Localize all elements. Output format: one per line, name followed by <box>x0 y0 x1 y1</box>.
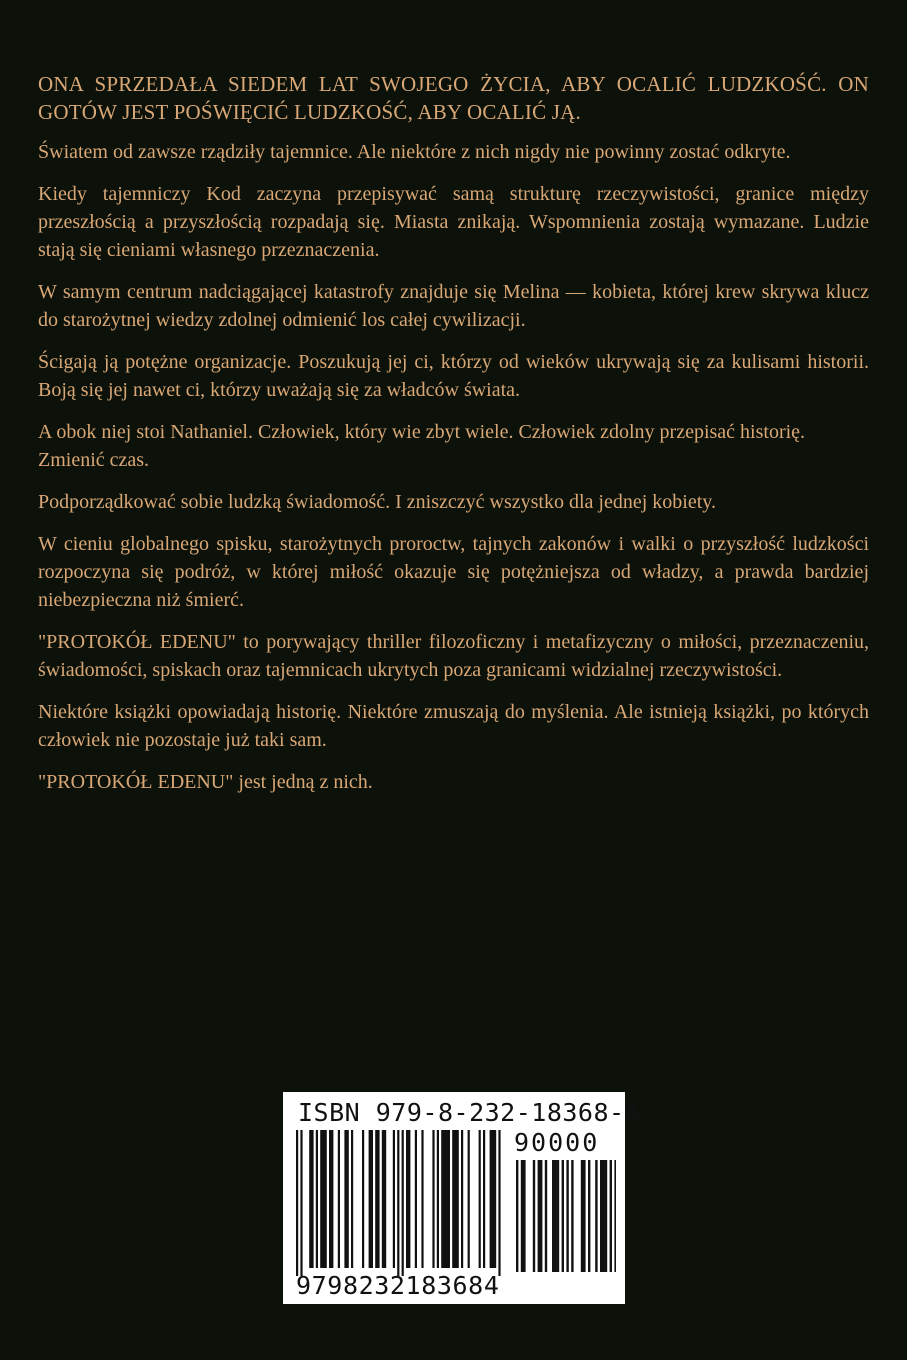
barcode-bar <box>581 1160 586 1272</box>
isbn-barcode-panel <box>283 1092 641 1304</box>
barcode-bar <box>320 1130 327 1268</box>
barcode-bar <box>468 1130 470 1268</box>
barcode-bar <box>415 1130 417 1268</box>
barcode-bar <box>296 1130 298 1276</box>
barcode-bar <box>369 1130 373 1268</box>
barcode-bar <box>344 1130 348 1268</box>
barcode-bar <box>437 1130 439 1268</box>
barcode-bar <box>362 1130 364 1268</box>
barcode-bar <box>461 1130 463 1268</box>
barcode-bar <box>300 1130 302 1276</box>
barcode-bar <box>595 1160 597 1272</box>
barcode-bar <box>490 1130 497 1268</box>
barcode-bar <box>614 1160 616 1272</box>
barcode-bar <box>316 1130 318 1268</box>
barcode-bar <box>521 1160 526 1272</box>
blurb-paragraph-2: Kiedy tajemniczy Kod zaczyna przepisywać samą strukturę rzeczywistości, granice między przeszłością a przyszłością rozpadają się. Miasta znikają. Wspomnienia zostają wymazane. Ludzie stają się cieniami własnego przeznaczenia. <box>38 183 869 261</box>
barcode-bar <box>571 1160 573 1272</box>
blurb-paragraph-3: W samym centrum nadciągającej katastrofy znajduje się Melina — kobieta, której krew skrywa klucz do starożytnej wiedzy zdolnej odmienić los całej cywilizacji. <box>38 281 869 331</box>
barcode-bar <box>421 1130 423 1268</box>
price-addon-barcode <box>516 1160 616 1276</box>
barcode-bar <box>432 1130 434 1268</box>
barcode-bar <box>309 1130 313 1268</box>
headline: ONA SPRZEDAŁA SIEDEM LAT SWOJEGO ŻYCIA, ABY OCALIĆ LUDZKOŚĆ. ON GOTÓW JEST POŚWIĘCIĆ LUDZKOŚĆ, ABY OCALIĆ JĄ. <box>38 72 869 124</box>
barcode-bar <box>566 1160 568 1272</box>
barcode-bar <box>600 1160 607 1272</box>
blurb-paragraph-1: Światem od zawsze rządziły tajemnice. Ale niektóre z nich nigdy nie powinny zostać odkryte. <box>38 141 791 163</box>
barcode-bar <box>483 1130 485 1268</box>
barcode-bar <box>329 1130 333 1268</box>
barcode-bar <box>338 1130 340 1268</box>
barcode-bar <box>441 1130 450 1268</box>
blurb-paragraph-5: A obok niej stoi Nathaniel. Człowiek, który wie zbyt wiele. Człowiek zdolny przepisać historię. Zmienić czas. <box>38 421 806 471</box>
barcode-bar <box>562 1160 564 1272</box>
barcode-bar <box>516 1160 518 1272</box>
barcode-bar <box>382 1130 386 1268</box>
barcode-bar <box>452 1130 459 1268</box>
back-cover-blurb <box>38 70 869 810</box>
barcode-bar <box>552 1160 559 1272</box>
barcode-bar <box>402 1130 404 1276</box>
barcode-bar <box>610 1160 612 1272</box>
barcode-bar <box>498 1130 500 1276</box>
isbn-label: ISBN 979-8-232-18368-4 <box>298 1098 641 1127</box>
barcode-bar <box>406 1130 410 1268</box>
barcode-bar <box>479 1130 481 1268</box>
blurb-paragraph-8: "PROTOKÓŁ EDENU" to porywający thriller filozoficzny i metafizyczny o miłości, przeznaczeniu, świadomości, spiskach oraz tajemnicach ukrytych poza granicami widzialnej rzeczywistości. <box>38 631 869 681</box>
blurb-paragraph-9: Niektóre książki opowiadają historię. Niektóre zmuszają do myślenia. Ale istnieją książki, po których człowiek nie pozostaje już taki sam. <box>38 701 869 751</box>
barcode-bar <box>538 1160 543 1272</box>
barcode-digits: 9798232183684 <box>296 1271 500 1300</box>
barcode-bar <box>545 1160 547 1272</box>
blurb-paragraph-6: Podporządkować sobie ludzką świadomość. I zniszczyć wszystko dla jednej kobiety. <box>38 491 716 513</box>
blurb-paragraph-7: W cieniu globalnego spisku, starożytnych proroctw, tajnych zakonów i walki o przyszłość ludzkości rozpoczyna się podróż, w której miłość okazuje się potężniejsza od władzy, a prawda bardziej niebezpieczna niż śmierć. <box>38 533 869 611</box>
barcode-bar <box>351 1130 353 1268</box>
blurb-paragraph-10: "PROTOKÓŁ EDENU" jest jedną z nich. <box>38 771 373 793</box>
price-code: 90000 <box>514 1128 600 1157</box>
barcode-bar <box>375 1130 379 1268</box>
barcode-bar <box>533 1160 535 1272</box>
blurb-paragraph-4: Ścigają ją potężne organizacje. Poszukują jej ci, którzy od wieków ukrywają się za kulisami historii. Boją się jej nawet ci, którzy uważają się za władców świata. <box>38 351 869 401</box>
barcode-bar <box>397 1130 399 1276</box>
barcode-bar <box>588 1160 590 1272</box>
ean-barcode <box>296 1130 501 1276</box>
barcode-bar <box>393 1130 395 1268</box>
